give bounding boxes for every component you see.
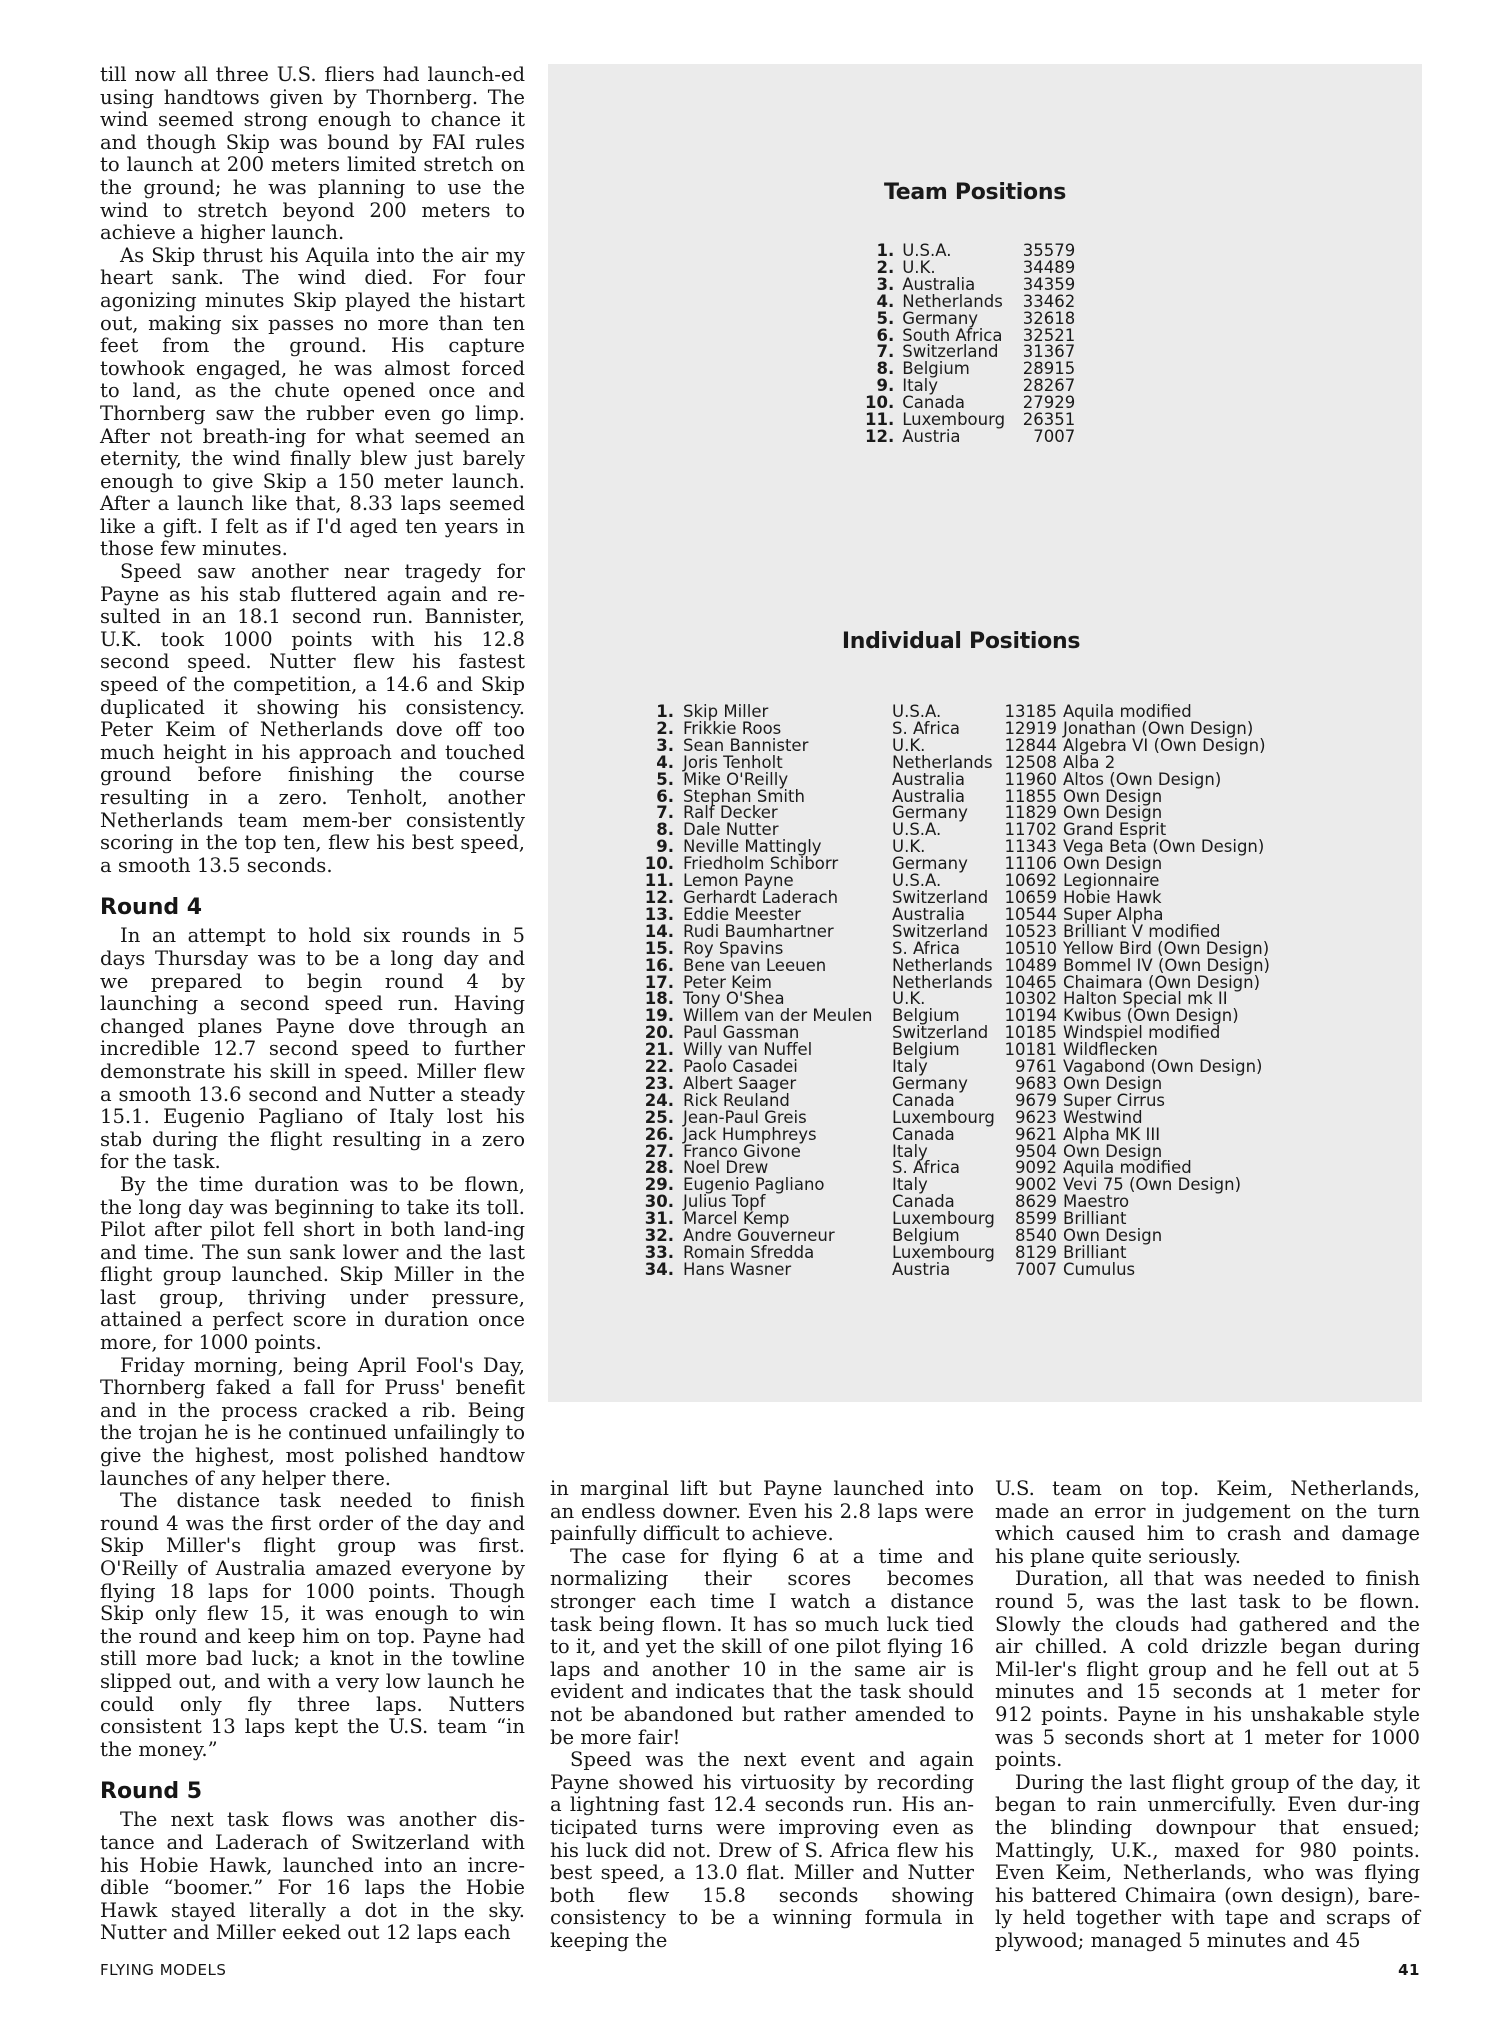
country-cell: Canada <box>892 1192 955 1212</box>
pilot-name-cell: Albert Saager <box>683 1073 797 1093</box>
country-cell: Canada <box>892 1124 955 1144</box>
paragraph: U.S. team on top. Keim, Netherlands, made an error in judgement on the turn which caused him to crash and damage his plane quite seriously. <box>995 1477 1420 1568</box>
country-cell: Belgium <box>892 1040 960 1060</box>
country-cell: Switzerland <box>902 342 999 362</box>
points-cell: 26351 <box>1022 410 1076 430</box>
rank-cell: 12. <box>865 426 895 446</box>
team-positions-table <box>865 243 1075 446</box>
table-row <box>644 1262 1323 1279</box>
country-cell: Belgium <box>892 1226 960 1246</box>
pilot-name-cell: Paul Gassman <box>683 1023 800 1043</box>
magazine-name: FLYING MODELS <box>100 1961 227 1979</box>
model-cell: Bommel IV (Own Design) <box>1063 955 1270 975</box>
rank-cell: 6. <box>656 786 674 806</box>
model-cell: Windspiel modified <box>1063 1023 1221 1043</box>
points-cell: 8629 <box>1015 1192 1057 1212</box>
country-cell: Australia <box>902 274 976 294</box>
country-cell: Luxembourg <box>892 1107 995 1127</box>
points-cell: 11829 <box>1004 803 1057 823</box>
points-cell: 11343 <box>1004 837 1057 857</box>
rank-cell: 4. <box>876 291 895 311</box>
points-cell: 10523 <box>1004 921 1057 941</box>
points-cell: 11702 <box>1004 820 1057 840</box>
rank-cell: 27. <box>644 1141 674 1161</box>
rank-cell: 4. <box>656 752 674 772</box>
rank-cell: 10. <box>644 854 674 874</box>
pilot-name-cell: Paolo Casadei <box>683 1057 798 1077</box>
paragraph: till now all three U.S. fliers had launch-ed using handtows given by Thornberg. The wind seemed strong enough to chance it and though Skip was bound by FAI rules to launch at 200 meters limited stretch on the ground; he was planning to use the wind to stretch beyond 200 meters to achieve a higher launch. <box>100 63 525 245</box>
country-cell: Belgium <box>902 359 970 379</box>
article-column-3 <box>995 1478 1420 1952</box>
model-cell: Grand Esprit <box>1063 820 1167 840</box>
country-cell: Luxembourg <box>892 1209 995 1229</box>
rank-cell: 7. <box>876 342 895 362</box>
paragraph: The next task flows was another dis-tance and Laderach of Switzerland with his Hobie Hawk, launched into an incre-dible “boomer.” For 16 laps the Hobie Hawk stayed literally a dot in the sky. Nutter and Miller eeked out 12 laps each <box>100 1808 525 1945</box>
rank-cell: 10. <box>865 393 895 413</box>
paragraph: By the time duration was to be flown, the long day was beginning to take its toll. Pilot after pilot fell short in both land-ing and time. The sun sank lower and the last flight group launched. Skip Miller in the last group, thriving under pressure, attained a perfect score in duration once more, for 1000 points. <box>100 1172 525 1355</box>
points-cell: 34489 <box>1022 257 1076 277</box>
points-cell: 10544 <box>1004 904 1057 924</box>
points-cell: 31367 <box>1022 342 1076 362</box>
model-cell: Aquila modified <box>1063 702 1192 721</box>
rank-cell: 19. <box>644 1006 674 1026</box>
pilot-name-cell: Sean Bannister <box>683 735 809 755</box>
rank-cell: 9. <box>876 376 895 396</box>
rank-cell: 9. <box>656 837 674 857</box>
points-cell: 9092 <box>1015 1158 1057 1178</box>
page-number: 41 <box>1398 1961 1420 1979</box>
pilot-name-cell: Marcel Kemp <box>683 1209 790 1229</box>
country-cell: Italy <box>892 1175 928 1195</box>
country-cell: Austria <box>892 1259 951 1279</box>
model-cell: Westwind <box>1063 1107 1143 1127</box>
pilot-name-cell: Lemon Payne <box>683 871 794 891</box>
article-column-1 <box>100 64 525 1945</box>
country-cell: Luxembourg <box>892 1243 995 1262</box>
points-cell: 32521 <box>1022 325 1076 345</box>
points-cell: 28267 <box>1022 376 1076 396</box>
rank-cell: 21. <box>644 1040 674 1060</box>
pilot-name-cell: Friedholm Schiborr <box>683 854 839 874</box>
results-box <box>548 64 1422 1402</box>
pilot-name-cell: Ralf Decker <box>683 803 778 823</box>
model-cell: Alpha MK III <box>1063 1124 1161 1144</box>
rank-cell: 11. <box>644 871 674 891</box>
rank-cell: 14. <box>644 921 674 941</box>
paragraph: During the last flight group of the day, it began to rain unmercifully. Even dur-ing the blinding downpour that ensued; Mattingly, U.K., maxed for 980 points. Even Keim, Netherlands, who was flying his battered Chimaira (own design), bare-ly held together with tape and scraps of plywood; managed 5 minutes and 45 <box>995 1770 1420 1952</box>
paragraph: in marginal lift but Payne launched into an endless downer. Even his 2.8 laps were painfully difficult to achieve. <box>550 1477 974 1546</box>
points-cell: 10465 <box>1004 972 1057 992</box>
model-cell: Maestro <box>1063 1192 1130 1212</box>
points-cell: 10659 <box>1004 887 1057 907</box>
country-cell: Netherlands <box>902 291 1003 311</box>
rank-cell: 34. <box>644 1259 674 1279</box>
points-cell: 9504 <box>1015 1141 1057 1161</box>
model-cell: Wildflecken <box>1063 1040 1158 1060</box>
pilot-name-cell: Willem van der Meulen <box>683 1006 873 1026</box>
model-cell: Super Cirrus <box>1063 1090 1166 1110</box>
table-row <box>865 429 1075 446</box>
model-cell: Kwibus (Own Design) <box>1063 1006 1239 1026</box>
rank-cell: 3. <box>656 735 674 755</box>
model-cell: Super Alpha <box>1063 904 1164 924</box>
rank-cell: 12. <box>644 887 674 907</box>
country-cell: U.K. <box>902 257 936 277</box>
points-cell: 10181 <box>1004 1040 1057 1060</box>
points-cell: 10489 <box>1004 955 1057 975</box>
rank-cell: 8. <box>656 820 674 840</box>
paragraph: Speed saw another near tragedy for Payne as his stab fluttered again and re-sulted in an 18.1 second run. Bannister, U.K. took 1000 points with his 12.8 second speed. Nutter flew his fastest speed of the competition, a 14.6 and Skip duplicated it showing his consistency. Peter Keim of Netherlands dove off too much height in his approach and touched ground before finishing the course resulting in a zero. Tenholt, another Netherlands team mem-ber consistently scoring in the top ten, flew his best speed, a smooth 13.5 seconds. <box>100 560 525 877</box>
pilot-name-cell: Rudi Baumhartner <box>683 921 834 941</box>
article-column-2 <box>550 1478 974 1952</box>
rank-cell: 16. <box>644 955 674 975</box>
country-cell: S. Africa <box>892 1158 961 1178</box>
model-cell: Vevi 75 (Own Design) <box>1063 1175 1242 1195</box>
points-cell: 32618 <box>1022 308 1076 328</box>
rank-cell: 29. <box>644 1175 674 1195</box>
pilot-name-cell: Eddie Meester <box>683 904 801 924</box>
pilot-name-cell: Noel Drew <box>683 1158 769 1178</box>
model-cell: Own Design <box>1063 786 1163 806</box>
rank-cell: 28. <box>644 1158 674 1178</box>
model-cell: Brilliant V modified <box>1063 921 1221 941</box>
country-cell: U.S.A. <box>902 241 952 260</box>
points-cell: 12919 <box>1004 718 1057 738</box>
country-cell: U.S.A. <box>892 702 942 721</box>
paragraph: Duration, all that was needed to finish round 5, was the last task to be flown. Slowly the clouds had gathered and the air chilled. A cold drizzle began during Mil-ler's flight group and he fell out at 5 minutes and 15 seconds at 1 meter for 912 points. Payne in his unshakable style was 5 seconds short at 1 meter for 1000 points. <box>995 1567 1420 1772</box>
rank-cell: 6. <box>876 325 895 345</box>
points-cell: 7007 <box>1033 426 1076 446</box>
model-cell: Algebra VI (Own Design) <box>1063 735 1266 755</box>
model-cell: Own Design <box>1063 1141 1163 1161</box>
rank-cell: 7. <box>656 803 674 823</box>
section-heading-round-4: Round 4 <box>100 895 203 921</box>
country-cell: Australia <box>892 904 965 924</box>
rank-cell: 30. <box>644 1192 674 1212</box>
country-cell: Italy <box>902 376 939 396</box>
points-cell: 10510 <box>1004 938 1057 958</box>
model-cell: Own Design <box>1063 1073 1163 1093</box>
pilot-name-cell: Eugenio Pagliano <box>683 1175 825 1195</box>
country-cell: Netherlands <box>892 972 993 992</box>
paragraph: The case for flying 6 at a time and normalizing their scores becomes stronger each time I watch a distance task being flown. It has so much luck tied to it, and yet the skill of one pilot flying 16 laps and another 10 in the same air is evident and indicates that the task should not be abandoned but rather amended to be more fair! <box>550 1544 974 1749</box>
pilot-name-cell: Hans Wasner <box>683 1259 792 1279</box>
rank-cell: 33. <box>644 1243 674 1262</box>
pilot-name-cell: Bene van Leeuen <box>683 955 827 975</box>
points-cell: 28915 <box>1022 359 1076 379</box>
country-cell: Netherlands <box>892 955 993 975</box>
pilot-name-cell: Joris Tenholt <box>683 752 783 772</box>
points-cell: 8129 <box>1015 1243 1057 1262</box>
rank-cell: 23. <box>644 1073 674 1093</box>
points-cell: 33462 <box>1022 291 1076 311</box>
points-cell: 12844 <box>1004 735 1057 755</box>
rank-cell: 2. <box>876 257 895 277</box>
paragraph: The distance task needed to finish round 4 was the first order of the day and Skip Miller's flight group was first. O'Reilly of Australia amazed everyone by flying 18 laps for 1000 points. Though Skip only flew 15, it was enough to win the round and keep him on top. Payne had still more bad luck; a knot in the towline slipped out, and with a very low launch he could only fly three laps. Nutters consistent 13 laps kept the U.S. team “in the money.” <box>100 1489 525 1761</box>
points-cell: 11106 <box>1004 854 1057 874</box>
section-heading-round-5: Round 5 <box>100 1779 203 1805</box>
pilot-name-cell: Skip Miller <box>683 702 769 721</box>
points-cell: 35579 <box>1022 241 1076 260</box>
country-cell: U.K. <box>892 989 926 1009</box>
rank-cell: 24. <box>644 1090 674 1110</box>
country-cell: Canada <box>902 393 966 413</box>
country-cell: S. Africa <box>892 718 961 738</box>
model-cell: Cumulus <box>1063 1259 1136 1279</box>
model-cell: Vagabond (Own Design) <box>1063 1057 1263 1077</box>
country-cell: Canada <box>892 1090 955 1110</box>
pilot-name-cell: Stephan Smith <box>683 786 805 806</box>
points-cell: 11960 <box>1004 769 1057 789</box>
rank-cell: 17. <box>644 972 674 992</box>
rank-cell: 11. <box>865 410 895 430</box>
points-cell: 10194 <box>1004 1006 1057 1026</box>
country-cell: Italy <box>892 1141 928 1161</box>
model-cell: Yellow Bird (Own Design) <box>1063 938 1270 958</box>
rank-cell: 18. <box>644 989 674 1009</box>
pilot-name-cell: Roy Spavins <box>683 938 784 958</box>
model-cell: Altos (Own Design) <box>1063 769 1222 789</box>
individual-positions-table <box>644 704 1323 1279</box>
model-cell: Alba 2 <box>1063 752 1116 772</box>
model-cell: Jonathan (Own Design) <box>1063 718 1254 738</box>
table-row <box>865 311 1075 328</box>
pilot-name-cell: Gerhardt Laderach <box>683 887 839 907</box>
paragraph: In an attempt to hold six rounds in 5 days Thursday was to be a long day and we prepared to begin round 4 by launching a second speed run. Having changed planes Payne dove through an incredible 12.7 second speed to further demonstrate his skill in speed. Miller flew a smooth 13.6 second and Nutter a steady 15.1. Eugenio Pagliano of Italy lost his stab during the flight resulting in a zero for the task. <box>100 924 525 1174</box>
model-cell: Legionnaire <box>1063 871 1160 891</box>
points-cell: 9621 <box>1015 1124 1057 1144</box>
country-cell: Austria <box>902 426 961 446</box>
paragraph: As Skip thrust his Aquila into the air my heart sank. The wind died. For four agonizing minutes Skip played the histart out, making six passes no more than ten feet from the ground. His capture towhook engaged, he was almost forced to land, as the chute opened once and Thornberg saw the rubber even go limp. After not breath-ing for what seemed an eternity, the wind finally blew just barely enough to give Skip a 150 meter launch. After a launch like that, 8.33 laps seemed like a gift. I felt as if I'd aged ten years in those few minutes. <box>100 243 525 561</box>
points-cell: 9623 <box>1015 1107 1057 1127</box>
rank-cell: 26. <box>644 1124 674 1144</box>
points-cell: 34359 <box>1022 274 1076 294</box>
rank-cell: 2. <box>656 718 674 738</box>
points-cell: 12508 <box>1004 752 1057 772</box>
points-cell: 10185 <box>1004 1023 1057 1043</box>
rank-cell: 3. <box>876 274 895 294</box>
points-cell: 7007 <box>1015 1259 1057 1279</box>
points-cell: 8540 <box>1015 1226 1057 1246</box>
individual-positions-title: Individual Positions <box>841 629 1081 654</box>
rank-cell: 13. <box>644 904 674 924</box>
pilot-name-cell: Romain Sfredda <box>683 1243 815 1262</box>
country-cell: Germany <box>892 1073 968 1093</box>
pilot-name-cell: Frikkie Roos <box>683 718 782 738</box>
paragraph: Speed was the next event and again Payne showed his virtuosity by recording a lightning fast 12.4 seconds run. His an-ticipated turns were improving even as his luck did not. Drew of S. Africa flew his best speed, a 13.0 flat. Miller and Nutter both flew 15.8 seconds showing consistency to be a winning formula in keeping the <box>550 1748 974 1952</box>
points-cell: 9761 <box>1015 1057 1057 1077</box>
model-cell: Halton Special mk II <box>1063 989 1228 1009</box>
rank-cell: 25. <box>644 1107 674 1127</box>
country-cell: Switzerland <box>892 921 989 941</box>
country-cell: U.K. <box>892 735 926 755</box>
model-cell: Own Design <box>1063 803 1163 823</box>
points-cell: 10302 <box>1004 989 1057 1009</box>
rank-cell: 15. <box>644 938 674 958</box>
pilot-name-cell: Julius Topf <box>683 1192 766 1212</box>
country-cell: Italy <box>892 1057 928 1077</box>
points-cell: 13185 <box>1004 702 1057 721</box>
rank-cell: 20. <box>644 1023 674 1043</box>
paragraph: Friday morning, being April Fool's Day, Thornberg faked a fall for Pruss' benefit and in the process cracked a rib. Being the trojan he is he continued unfailingly to give the highest, most polished handtow launches of any helper there. <box>100 1353 525 1490</box>
model-cell: Brilliant <box>1063 1243 1127 1262</box>
country-cell: U.S.A. <box>892 871 942 891</box>
pilot-name-cell: Rick Reuland <box>683 1090 790 1110</box>
country-cell: Germany <box>892 803 968 823</box>
points-cell: 9679 <box>1015 1090 1057 1110</box>
rank-cell: 22. <box>644 1057 674 1077</box>
pilot-name-cell: Tony O'Shea <box>683 989 785 1009</box>
team-positions-title: Team Positions <box>883 180 1067 205</box>
rank-cell: 1. <box>656 702 674 721</box>
country-cell: Luxembourg <box>902 410 1006 430</box>
model-cell: Own Design <box>1063 1226 1163 1246</box>
table-row <box>644 772 1323 789</box>
table-row <box>644 958 1323 975</box>
country-cell: U.K. <box>892 837 926 857</box>
points-cell: 9002 <box>1015 1175 1057 1195</box>
model-cell: Vega Beta (Own Design) <box>1063 837 1265 857</box>
pilot-name-cell: Willy van Nuffel <box>683 1040 813 1060</box>
pilot-name-cell: Franco Givone <box>683 1141 801 1161</box>
pilot-name-cell: Dale Nutter <box>683 820 779 840</box>
pilot-name-cell: Peter Keim <box>683 972 772 992</box>
country-cell: Germany <box>892 854 968 874</box>
rank-cell: 32. <box>644 1226 674 1246</box>
pilot-name-cell: Andre Gouverneur <box>683 1226 835 1246</box>
country-cell: Netherlands <box>892 752 993 772</box>
points-cell: 8599 <box>1015 1209 1057 1229</box>
pilot-name-cell: Jean-Paul Greis <box>683 1107 807 1127</box>
country-cell: South Africa <box>902 325 1003 345</box>
rank-cell: 5. <box>876 308 895 328</box>
country-cell: Australia <box>892 769 965 789</box>
country-cell: Switzerland <box>892 887 989 907</box>
pilot-name-cell: Jack Humphreys <box>683 1124 817 1144</box>
model-cell: Hobie Hawk <box>1063 887 1162 907</box>
points-cell: 9683 <box>1015 1073 1057 1093</box>
rank-cell: 8. <box>876 359 895 379</box>
country-cell: S. Africa <box>892 938 961 958</box>
country-cell: Australia <box>892 786 965 806</box>
country-cell: Switzerland <box>892 1023 989 1043</box>
rank-cell: 5. <box>656 769 674 789</box>
points-cell: 11855 <box>1004 786 1057 806</box>
country-cell: U.S.A. <box>892 820 942 840</box>
pilot-name-cell: Mike O'Reilly <box>683 769 789 789</box>
model-cell: Chaimara (Own Design) <box>1063 972 1261 992</box>
pilot-name-cell: Neville Mattingly <box>683 837 822 857</box>
country-cell: Belgium <box>892 1006 960 1026</box>
rank-cell: 1. <box>876 241 895 260</box>
points-cell: 10692 <box>1004 871 1057 891</box>
model-cell: Brilliant <box>1063 1209 1127 1229</box>
model-cell: Own Design <box>1063 854 1163 874</box>
country-cell: Germany <box>902 308 979 328</box>
rank-cell: 31. <box>644 1209 674 1229</box>
points-cell: 27929 <box>1022 393 1076 413</box>
model-cell: Aquila modified <box>1063 1158 1192 1178</box>
